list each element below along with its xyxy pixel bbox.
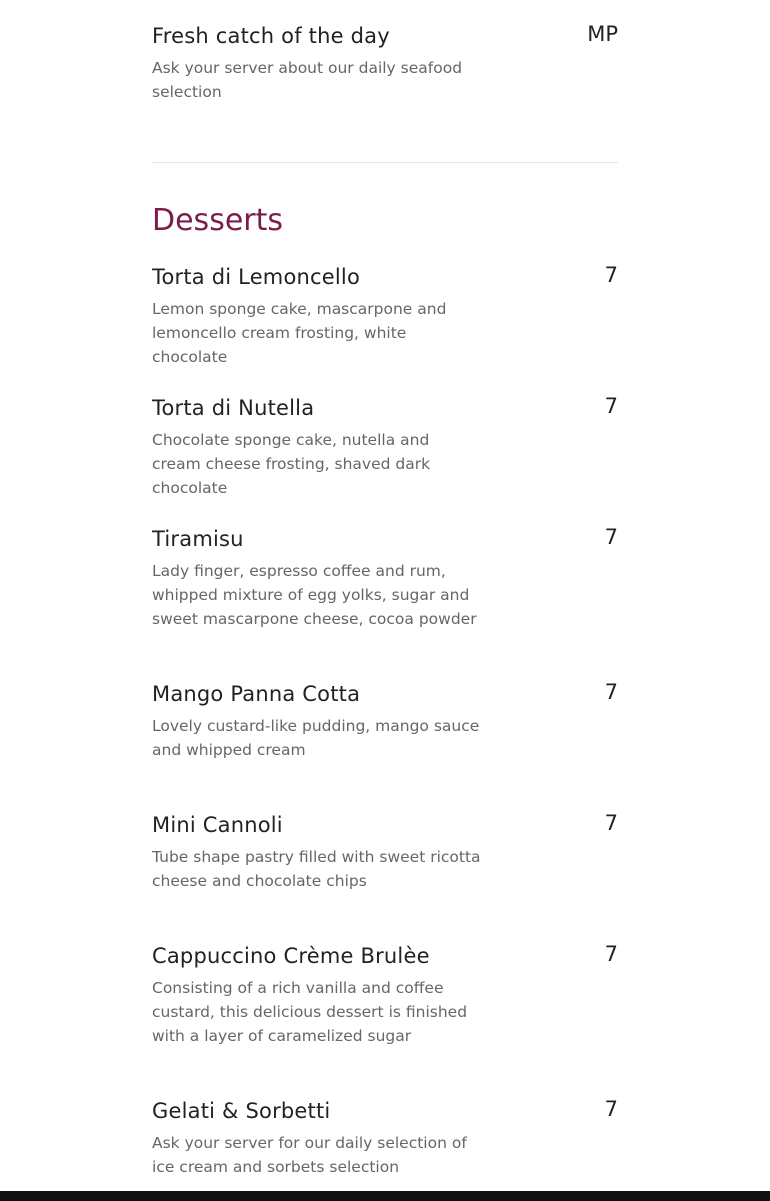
item-name: Torta di Lemoncello [152, 265, 361, 289]
item-name: Tiramisu [152, 527, 244, 551]
item-price: 7 [604, 1097, 618, 1121]
menu-item-mango-panna-cotta [152, 680, 618, 762]
item-name: Mango Panna Cotta [152, 682, 361, 706]
item-price: 7 [604, 263, 618, 287]
item-name: Cappuccino Crème Brulèe [152, 944, 430, 968]
menu-item-fresh-catch [152, 22, 618, 104]
menu-item-cappuccino-creme-brulee [152, 942, 618, 1048]
item-price: 7 [604, 811, 618, 835]
item-description: Consisting of a rich vanilla and coffee custard, this delicious dessert is finished with a layer of caramelized sugar [152, 979, 468, 1045]
item-price: 7 [604, 394, 618, 418]
menu-item-torta-di-nutella [152, 394, 618, 500]
item-description: Ask your server for our daily selection of ice cream and sorbets selection [152, 1134, 467, 1176]
section-divider [152, 162, 618, 163]
item-description: Lady finger, espresso coffee and rum, whipped mixture of egg yolks, sugar and sweet mascarpone cheese, cocoa powder [152, 562, 477, 628]
item-price: MP [587, 22, 618, 46]
bottom-edge-bar [0, 1191, 770, 1201]
item-name: Torta di Nutella [152, 396, 315, 420]
item-description: Tube shape pastry filled with sweet ricotta cheese and chocolate chips [152, 848, 481, 890]
menu-item-mini-cannoli [152, 811, 618, 893]
item-description: Ask your server about our daily seafood selection [152, 59, 463, 101]
item-price: 7 [604, 680, 618, 704]
item-price: 7 [604, 525, 618, 549]
item-name: Gelati & Sorbetti [152, 1099, 331, 1123]
menu-item-tiramisu [152, 525, 618, 631]
item-description: Lovely custard-like pudding, mango sauce and whipped cream [152, 717, 480, 759]
section-title-desserts: Desserts [152, 203, 284, 238]
item-description: Lemon sponge cake, mascarpone and lemoncello cream frosting, white chocolate [152, 300, 447, 366]
item-description: Chocolate sponge cake, nutella and cream cheese frosting, shaved dark chocolate [152, 431, 431, 497]
menu-item-gelati-sorbetti [152, 1097, 618, 1179]
item-name: Mini Cannoli [152, 813, 283, 837]
item-name: Fresh catch of the day [152, 24, 390, 48]
menu-item-torta-di-lemoncello [152, 263, 618, 369]
item-price: 7 [604, 942, 618, 966]
